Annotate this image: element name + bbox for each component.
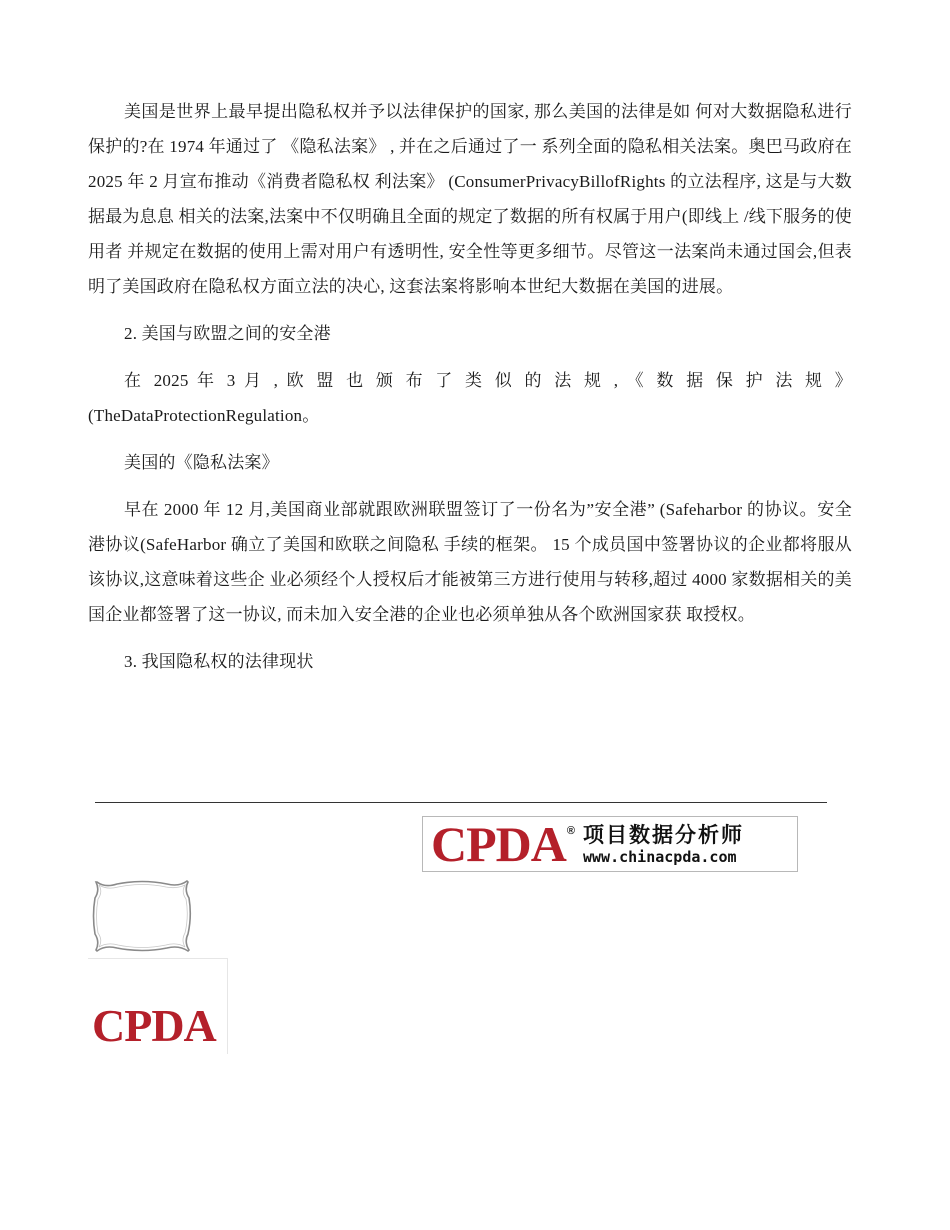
horizontal-divider (95, 802, 827, 803)
heading-us-eu-safe-harbor: 2. 美国与欧盟之间的安全港 (124, 324, 331, 343)
document-body (88, 94, 852, 679)
paragraph-us-privacy-law: 美国是世界上最早提出隐私权并予以法律保护的国家, 那么美国的法律是如 何对大数据隐私进行保护的?在 1974 年通过了 《隐私法案》 , 并在之后通过了一 系列全面的隐私相关法案。奥巴马政府在 2025 年 2 月宣布推动《消费者隐私权 利法案》 (ConsumerPrivacyBillofRights 的立法程序, 这是与大数据最为息息 相关的法案,法案中不仅明确且全面的规定了数据的所有权属于用户(即线上 /线下服务的使用者 并规定在数据的使用上需对用户有透明性, 安全性等更多细节。尽管这一法案尚未通过国会,但表明了美国政府在隐私权方面立法的决心, 这套法案将影响本世纪大数据在美国的进展。 (88, 102, 852, 296)
banner-text-group (583, 822, 744, 866)
banner-title-cn: 项目数据分析师 (582, 823, 744, 847)
logo-brand-text: CPDA (92, 1000, 216, 1051)
cpda-banner-logo (422, 816, 798, 872)
banner-url: www.chinacpda.com (582, 848, 737, 866)
heading-china-privacy-law: 3. 我国隐私权的法律现状 (124, 652, 314, 671)
cpda-logo-box (88, 958, 228, 1054)
heading-us-privacy-act: 美国的《隐私法案》 (124, 453, 279, 472)
paragraph-safe-harbor-agreement: 早在 2000 年 12 月,美国商业部就跟欧洲联盟签订了一份名为”安全港” (Safeharbor 的协议。安全港协议(SafeHarbor 确立了美国和欧联之间隐私 手续的框架。 15 个成员国中签署协议的企业都将服从该协议,这意味着这些企 业必须经个人授权后才能被第三方进行使用与转移,超过 4000 家数据相关的美 国企业都签署了这一协议, 而未加入安全港的企业也必须单独从各个欧洲国家获 取授权。 (88, 500, 852, 624)
banner-brand-text: CPDA (431, 816, 566, 872)
registered-mark-icon: ® (566, 825, 575, 837)
paragraph-eu-regulation: 在 2025 年 3 月 , 欧 盟 也 颁 布 了 类 似 的 法 规 , 《 数 据 保 护 法 规 》 (TheDataProtectionRegulation。 (88, 371, 852, 425)
decorative-frame-icon (87, 876, 197, 956)
